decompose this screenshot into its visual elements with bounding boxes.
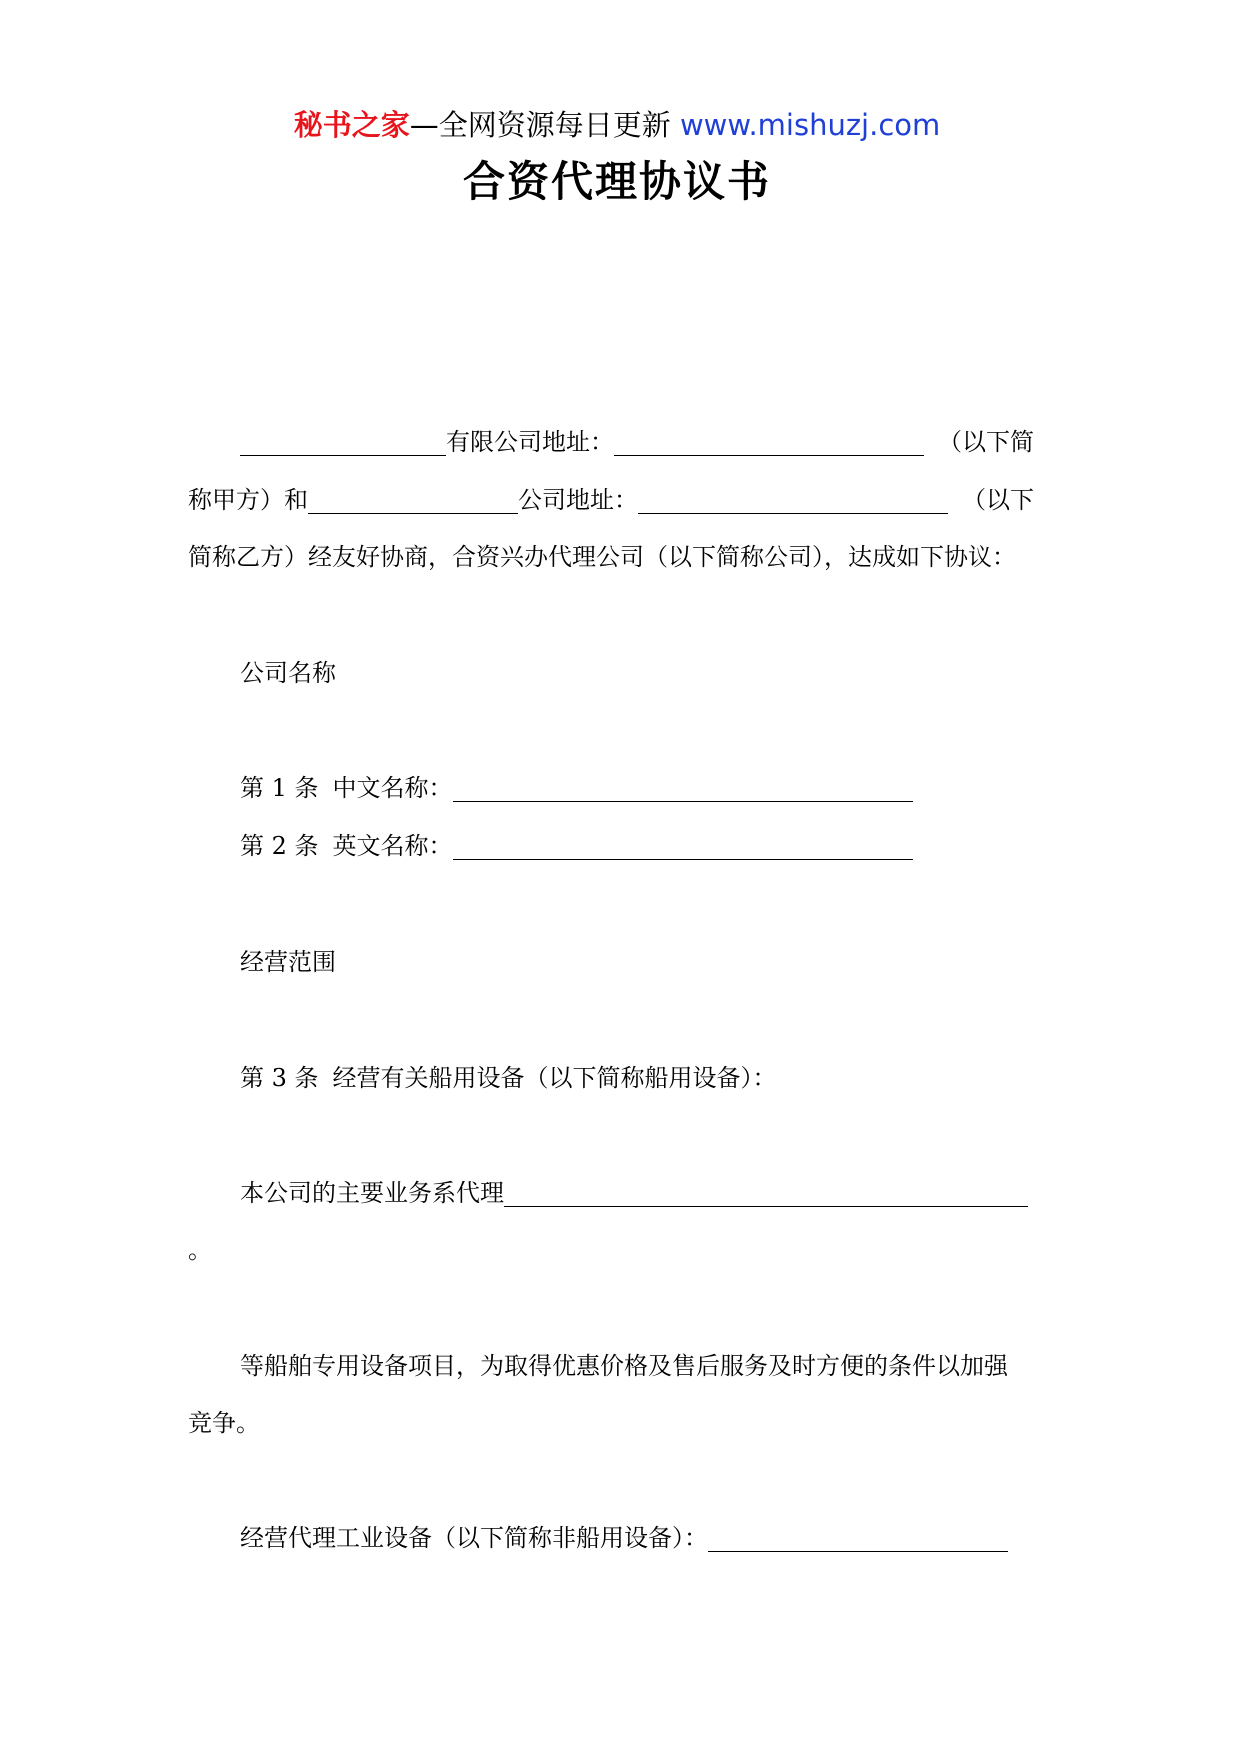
article-2-label: 英文名称： (332, 832, 453, 860)
article-2 (240, 828, 913, 864)
document-title: 合资代理协议书 (462, 157, 771, 206)
marine-equipment-paragraph-line-2: 竞争。 (188, 1409, 260, 1437)
site-header (0, 100, 1234, 150)
site-brand: 秘书之家 (293, 108, 410, 142)
main-business-blank[interactable] (504, 1180, 1028, 1207)
main-business-line: 本公司的主要业务系代理 (240, 1175, 1028, 1211)
marine-equipment-paragraph-line-1: 等船舶专用设备项目，为取得优惠价格及售后服务及时方便的条件以加强 (240, 1352, 1008, 1380)
article-3 (240, 1060, 777, 1096)
section-company-name: 公司名称 (240, 659, 336, 687)
main-business-period: 。 (188, 1236, 212, 1264)
party-a-address-blank[interactable] (614, 429, 924, 456)
article-3-number: 第 3 条 (240, 1064, 319, 1092)
party-b-address-blank[interactable] (638, 487, 948, 514)
party-b-name-blank[interactable] (308, 487, 518, 514)
non-marine-equipment-line: 经营代理工业设备（以下简称非船用设备）： (240, 1520, 1008, 1556)
article-1 (240, 770, 913, 806)
article-1-label: 中文名称： (332, 774, 453, 802)
article-2-number: 第 2 条 (240, 832, 319, 860)
article-1-number: 第 1 条 (240, 774, 319, 802)
non-marine-equipment-blank[interactable] (708, 1525, 1008, 1552)
preamble-line-3: 简称乙方）经友好协商，合资兴办代理公司（以下简称公司），达成如下协议： (188, 543, 1016, 571)
section-business-scope: 经营范围 (240, 948, 336, 976)
chinese-name-blank[interactable] (453, 775, 913, 802)
preamble-line-1: 有限公司地址： （以下简 (240, 424, 1034, 460)
site-tagline: —全网资源每日更新 (409, 108, 680, 142)
article-3-text: 经营有关船用设备（以下简称船用设备）： (332, 1064, 777, 1092)
preamble-line-2: 称甲方）和 公司地址： （以下 (188, 486, 1034, 514)
english-name-blank[interactable] (453, 833, 913, 860)
site-url-link[interactable]: www.mishuzj.com (679, 108, 941, 142)
party-a-name-blank[interactable] (240, 429, 446, 456)
